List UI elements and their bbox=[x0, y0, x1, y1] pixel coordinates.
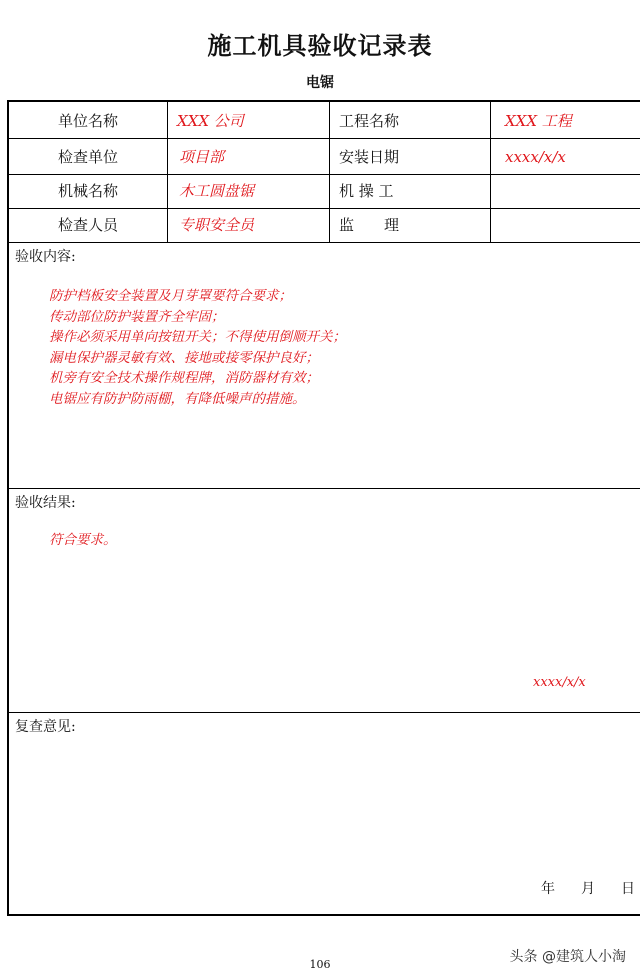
review-month-label: 月 bbox=[581, 881, 595, 897]
label-project-name: 工程名称 bbox=[339, 112, 400, 130]
page-number: 106 bbox=[309, 958, 331, 971]
row-divider bbox=[9, 242, 640, 243]
inspection-content-list bbox=[49, 286, 346, 409]
label-inspection-unit: 检查单位 bbox=[57, 148, 118, 166]
column-divider bbox=[490, 102, 491, 242]
watermark-text: 头条 @建筑人小淘 bbox=[509, 949, 626, 965]
column-divider bbox=[329, 102, 330, 242]
row-divider bbox=[9, 138, 640, 139]
record-form bbox=[7, 100, 640, 916]
value-project-name: XXX 工程 bbox=[505, 112, 572, 130]
content-line: 操作必须采用单向按钮开关；不得使用倒顺开关； bbox=[49, 329, 346, 345]
document-title: 施工机具验收记录表 bbox=[207, 31, 433, 60]
result-date: xxxx/x/x bbox=[533, 675, 586, 690]
label-install-date: 安装日期 bbox=[339, 148, 400, 166]
content-line: 传动部位防护装置齐全牢固； bbox=[49, 308, 225, 325]
content-line: 电锯应有防护防雨棚，有降低噪声的措施。 bbox=[49, 390, 306, 407]
value-machine-name: 木工圆盘锯 bbox=[179, 182, 255, 200]
review-day-label: 日 bbox=[621, 881, 635, 897]
label-operator: 机 操 工 bbox=[339, 182, 394, 200]
document-subtitle: 电锯 bbox=[306, 75, 334, 91]
inspection-result-label: 验收结果: bbox=[15, 495, 76, 511]
value-unit-name: XXX 公司 bbox=[177, 112, 244, 130]
label-supervisor: 监 理 bbox=[339, 216, 400, 234]
inspection-result-text bbox=[49, 530, 117, 551]
section-divider bbox=[9, 488, 640, 489]
value-inspection-unit: 项目部 bbox=[179, 148, 225, 166]
inspection-content-label: 验收内容: bbox=[15, 249, 76, 265]
column-divider bbox=[167, 102, 168, 242]
label-unit-name: 单位名称 bbox=[57, 112, 118, 130]
content-line: 机旁有安全技术操作规程牌，消防器材有效； bbox=[49, 370, 319, 386]
section-divider bbox=[9, 712, 640, 713]
result-line: 符合要求。 bbox=[49, 532, 117, 548]
value-install-date: xxxx/x/x bbox=[505, 148, 566, 166]
label-machine-name: 机械名称 bbox=[57, 182, 118, 200]
label-inspector: 检查人员 bbox=[57, 216, 118, 234]
review-opinion-label: 复查意见: bbox=[15, 719, 76, 735]
value-inspector: 专职安全员 bbox=[179, 216, 255, 234]
review-year-label: 年 bbox=[541, 881, 555, 897]
content-line: 防护档板安全装置及月芽罩要符合要求； bbox=[49, 288, 292, 304]
content-line: 漏电保护器灵敏有效、接地或接零保护良好； bbox=[49, 349, 319, 366]
